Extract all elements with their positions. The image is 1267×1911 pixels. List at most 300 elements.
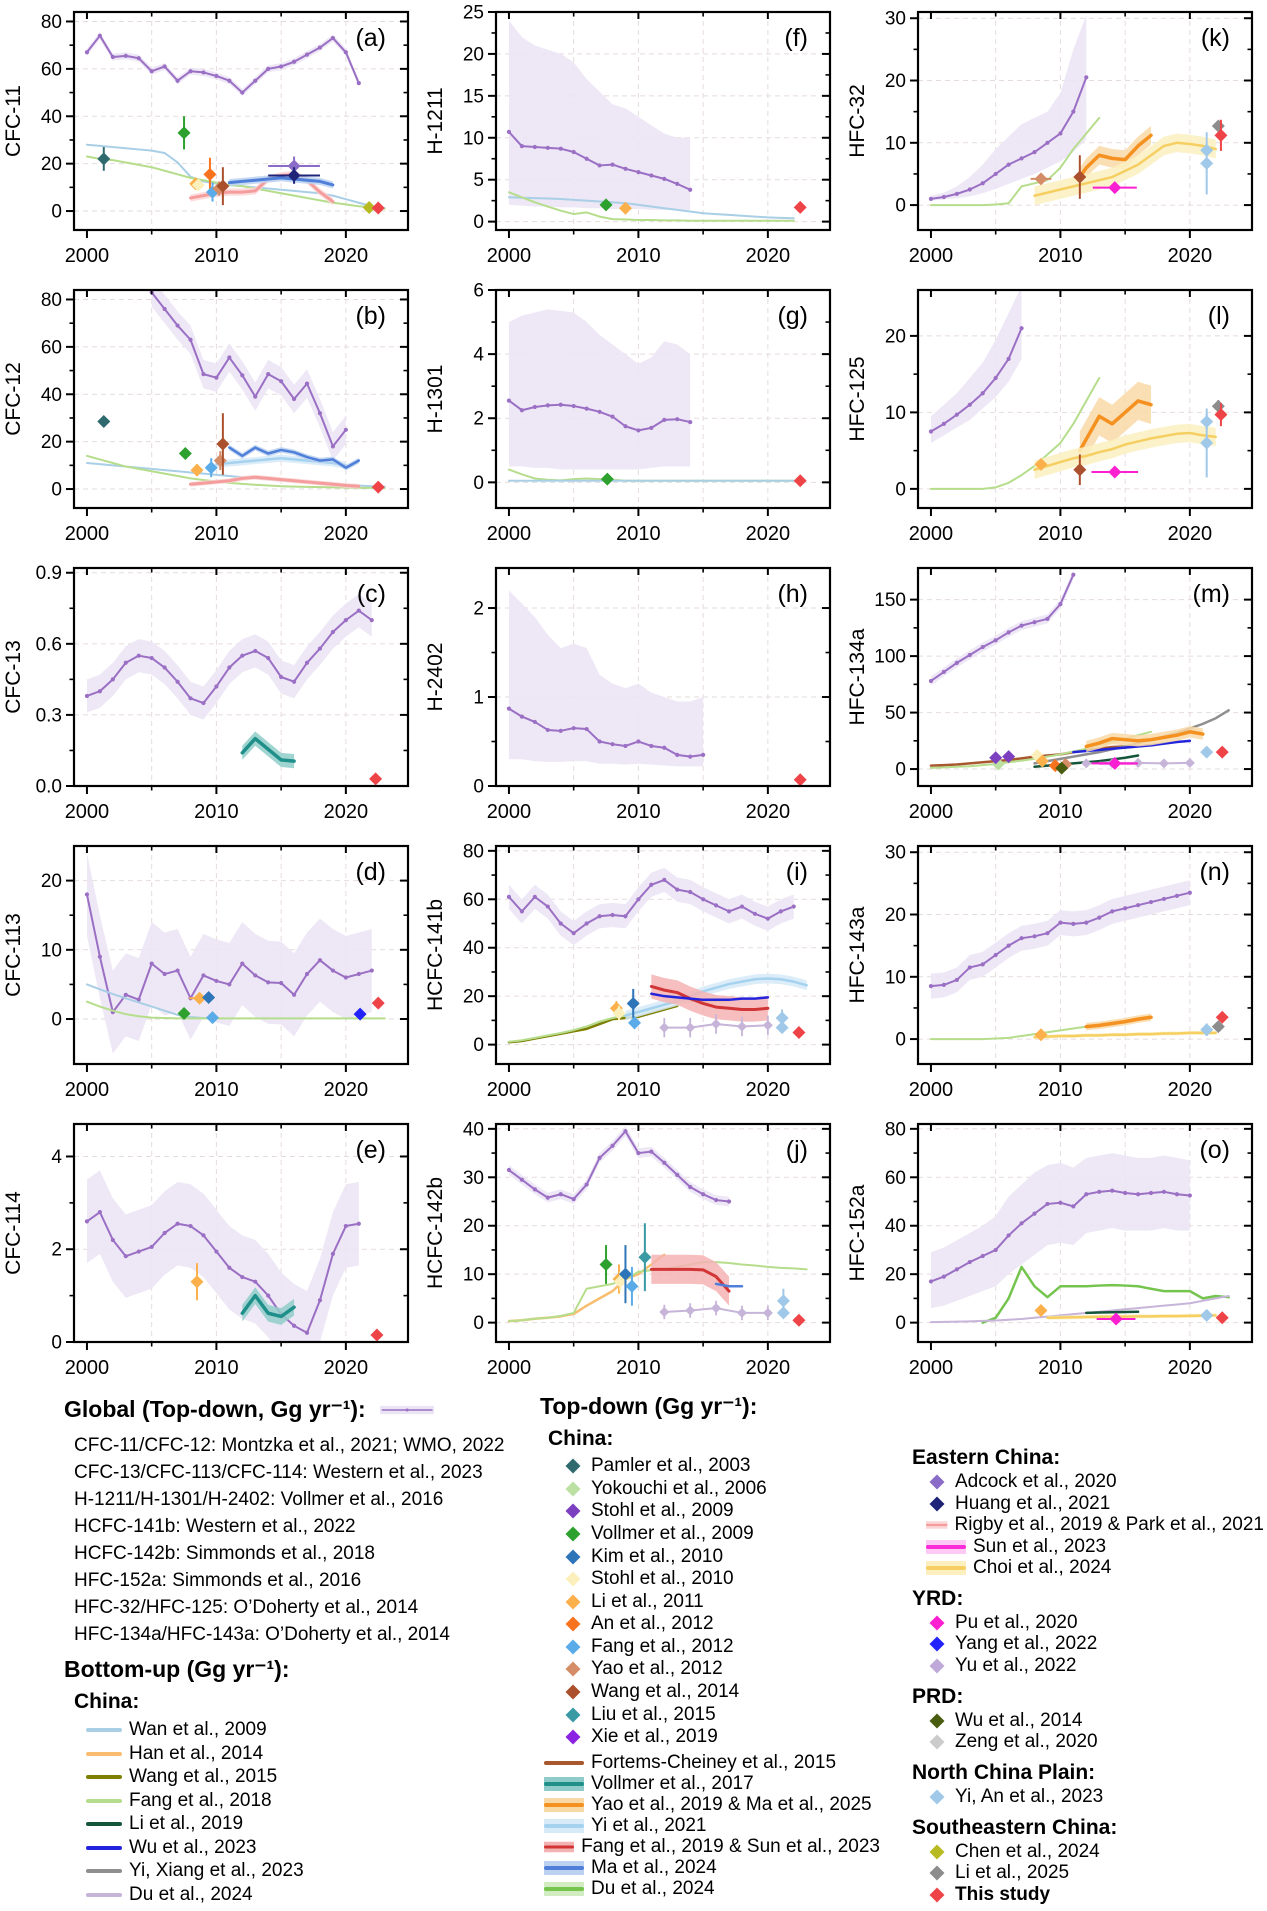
x-tick-label: 2000 [486,801,532,823]
legend-item [562,1455,880,1478]
legend-swatch-yi2021 [544,1817,584,1835]
panel-letter-o: (o) [1199,1136,1230,1164]
y-axis-label-m: HFC-134a [846,628,869,726]
panel-i [422,834,844,1112]
point-this_study [794,474,807,487]
panel-letter-g: (g) [777,302,808,330]
y-tick-label: 80 [40,289,62,311]
data-point-diamond [1200,157,1213,170]
data-point-diamond [97,152,110,165]
data-point-diamond [1034,1304,1047,1317]
legend-item [86,1883,434,1907]
panel-o [844,1112,1266,1390]
point-pamler2003 [97,415,110,428]
legend-swatch-fang2018 [86,1792,122,1810]
data-point-diamond [600,1258,613,1271]
legend-item [926,1612,1264,1634]
legend-item-label: Wu et al., 2014 [955,1709,1083,1731]
x-tick-label: 2010 [616,801,661,823]
y-tick-label: 80 [40,11,62,33]
plot-area [929,880,1229,1041]
panel-letter-k: (k) [1200,24,1230,52]
panel-a-chart [0,0,422,278]
y-axis-label-e: CFC-114 [2,1191,25,1275]
y-axis-label-l: HFC-125 [846,356,869,442]
axes [885,843,1252,1101]
data-point-diamond [566,1549,581,1564]
x-tick-label: 2010 [616,1079,661,1101]
point-this_study [794,773,807,786]
series-band-global [509,868,794,946]
legend-swatch-liu2015 [562,1705,584,1725]
x-tick-label: 2000 [64,1357,110,1379]
data-point-diamond [930,1735,945,1750]
data-point-diamond [776,1021,789,1034]
y-tick-label: 15 [462,86,484,108]
y-tick-label: 20 [884,905,906,927]
plot-area [507,590,807,786]
y-tick-label: 0 [895,1313,906,1335]
y-tick-label: 4 [51,1146,62,1168]
legend-swatch-wu2023 [86,1839,122,1857]
legend-item-label: Huang et al., 2021 [955,1492,1111,1514]
data-point-diamond [566,1572,581,1587]
legend-topdown-header: Top-down (Gg yr⁻¹): [540,1393,758,1419]
y-tick-label: 20 [462,1216,484,1238]
data-point-diamond [566,1526,581,1541]
y-tick-label: 4 [473,344,484,366]
data-point-diamond [190,464,203,477]
y-axis-label-g: H-1301 [424,364,447,434]
legend-item-label: Wan et al., 2009 [129,1719,267,1741]
legend-swatch-stohl2010 [562,1569,584,1589]
point-kim2010 [619,1245,632,1303]
legend-item [926,1557,1264,1579]
x-tick-label: 2020 [1167,523,1213,545]
panel-b [0,278,422,556]
x-tick-label: 2010 [194,1079,239,1101]
plot-area [507,868,807,1042]
plot-area [929,15,1228,205]
series-band-global [931,286,1022,443]
series-band-global [87,594,372,720]
point-vollmer2009 [179,447,192,460]
data-point-diamond [369,772,382,785]
x-tick-label: 2000 [486,245,532,267]
legend-bottomup-header: Bottom-up (Gg yr⁻¹): [64,1655,290,1682]
legend-swatch-choi2024 [926,1559,966,1577]
legend-item [86,1765,434,1789]
series-band-global [931,15,1086,201]
legend-item-label: Chen et al., 2024 [955,1840,1100,1862]
y-tick-label: 30 [884,8,906,30]
series-line-fang2018 [509,470,794,481]
y-tick-label: 2 [473,598,484,620]
legend-swatch-yao2012 [562,1659,584,1679]
legend-item [86,1812,434,1836]
data-point-diamond [792,1314,805,1327]
panel-m [844,556,1266,834]
y-tick-label: 60 [40,337,62,359]
y-tick-label: 80 [462,841,484,863]
panel-f-chart [422,0,844,278]
data-point-diamond [1212,119,1225,132]
point-this_study [372,997,385,1010]
y-axis-label-b: CFC-12 [2,362,25,436]
data-point-diamond [1159,758,1169,768]
legend-item-label: Fang et al., 2018 [129,1789,272,1811]
legend-item [544,1795,880,1816]
legend-swatch-chen2024 [926,1842,948,1862]
global-ref-line: HFC-152a: Simmonds et al., 2016 [74,1569,362,1591]
data-point-diamond [737,1308,747,1318]
legend-item [544,1816,880,1837]
data-point-diamond [638,1251,651,1264]
panel-letter-m: (m) [1192,580,1230,608]
data-point-diamond [566,1504,581,1519]
y-tick-label: 0 [473,1035,484,1057]
legend-item-label: An et al., 2012 [591,1613,714,1635]
legend-item [926,1786,1264,1808]
plot-area [87,278,385,493]
legend-item-label: Sun et al., 2023 [973,1535,1107,1557]
y-tick-label: 60 [40,59,62,81]
legend-swatch-this_study [926,1885,948,1905]
y-tick-label: 0.6 [35,634,62,656]
series-band-global [87,32,359,96]
y-tick-label: 20 [884,1264,906,1286]
legend-global-section [64,1396,505,1906]
global-ref-line: CFC-13/CFC-113/CFC-114: Western et al., 2023 [74,1461,483,1483]
plot-area [929,570,1229,774]
series-band-global [152,278,346,460]
series-line-global [87,36,359,93]
legend-item [562,1658,880,1681]
data-point-diamond [794,474,807,487]
legend-bottomup-china-header: China: [74,1690,140,1714]
y-axis-label-i: HCFC-141b [424,898,447,1012]
x-tick-label: 2020 [745,801,791,823]
x-tick-label: 2020 [745,1357,791,1379]
point-vollmer2009 [601,473,614,486]
legend-item [926,1710,1264,1732]
series-band-global [509,590,703,766]
point-vollmer2009 [178,116,191,149]
legend-item [544,1879,880,1900]
y-axis-label-d: CFC-113 [2,913,25,997]
plot-area [507,20,807,220]
y-tick-label: 20 [462,44,484,66]
plot-area [85,594,382,785]
panel-letter-l: (l) [1207,302,1230,330]
series-band-global [87,853,372,1054]
y-tick-label: 0 [473,212,484,234]
y-tick-label: 20 [40,154,62,176]
x-tick-label: 2020 [323,801,369,823]
y-tick-label: 0.0 [35,776,62,798]
x-tick-label: 2020 [1167,801,1213,823]
panel-column-2 [422,0,844,1390]
legend-swatch-yao_ma [544,1796,584,1814]
y-axis-label-h: H-2402 [424,642,447,712]
legend-item [544,1753,880,1774]
data-point-diamond [1185,758,1195,768]
legend-item [926,1536,1264,1558]
panel-column-3 [844,0,1266,1390]
plot-area [929,1153,1229,1325]
y-tick-label: 10 [462,128,484,150]
y-axis-label-f: H-1211 [424,87,447,155]
data-point-diamond [601,473,614,486]
x-tick-label: 2010 [1038,1357,1083,1379]
panel-e-chart [0,1112,422,1390]
y-tick-label: 0.3 [35,705,62,727]
panel-j [422,1112,844,1390]
legend-region-items [912,1786,1264,1808]
x-tick-label: 2020 [745,1079,791,1101]
legend-item [562,1500,880,1523]
panel-letter-f: (f) [784,24,808,52]
x-tick-label: 2010 [1038,523,1083,545]
legend-swatch-vollmer2009 [562,1524,584,1544]
legend-swatch-an2012 [562,1614,584,1634]
point-yi_an2023 [1200,1309,1213,1322]
legend-item [926,1841,1264,1863]
legend-item-label: Pamler et al., 2003 [591,1455,751,1477]
legend-item-label: Yi, Xiang et al., 2023 [129,1860,304,1882]
legend-item-label: Yang et al., 2022 [955,1633,1098,1655]
y-tick-label: 60 [884,1167,906,1189]
data-point-diamond [566,1594,581,1609]
y-tick-label: 2 [51,1239,62,1261]
data-point-diamond [566,1730,581,1745]
legend-swatch-han2014 [86,1745,122,1763]
x-tick-label: 2010 [194,801,239,823]
panel-h-chart [422,556,844,834]
y-tick-label: 10 [884,133,906,155]
legend-topdown-lines [540,1753,880,1900]
panel-d [0,834,422,1112]
x-tick-label: 2000 [486,1357,532,1379]
y-tick-label: 10 [40,940,62,962]
x-tick-label: 2020 [323,245,369,267]
series-band-global [87,1170,359,1374]
legend-region-items [912,1710,1264,1753]
legend-item [926,1634,1264,1656]
y-tick-label: 0 [895,195,906,217]
panel-l [844,278,1266,556]
legend-item [86,1836,434,1860]
panel-n-chart [844,834,1266,1112]
legend-item-label: Yao et al., 2019 & Ma et al., 2025 [591,1794,872,1816]
legend-item-label: Li et al., 2025 [955,1862,1070,1883]
y-tick-label: 25 [462,2,484,24]
global-ref-line: HFC-134a/HFC-143a: O’Doherty et al., 2014 [74,1623,450,1645]
panel-letter-j: (j) [785,1136,808,1164]
legend-swatch-pamler2003 [562,1456,584,1476]
legend-item [562,1568,880,1591]
panel-n [844,834,1266,1112]
y-tick-label: 5 [473,170,484,192]
global-ref-line: HCFC-142b: Simmonds et al., 2018 [74,1542,375,1564]
data-point-diamond [930,1637,945,1652]
x-tick-label: 2010 [1038,801,1083,823]
legend-topdown-diamonds [540,1455,880,1749]
y-tick-label: 20 [40,432,62,454]
y-tick-label: 40 [884,1216,906,1238]
legend-item-label: Fang et al., 2012 [591,1635,734,1657]
legend-item [562,1545,880,1568]
legend-swatch-wang2014 [562,1682,584,1702]
y-tick-label: 80 [884,1119,906,1141]
legend-swatch-adcock2020 [926,1472,948,1492]
x-tick-label: 2010 [616,523,661,545]
data-point-diamond [1200,1309,1213,1322]
legend-item-label: Yi, An et al., 2023 [955,1785,1104,1807]
legend-swatch-zeng2020 [926,1732,948,1752]
x-tick-label: 2000 [486,1079,532,1101]
legend-global-refs [64,1432,505,1648]
x-tick-label: 2000 [908,523,954,545]
legend-item [544,1774,880,1795]
data-point-diamond [777,1306,790,1319]
legend-item-label: Vollmer et al., 2009 [591,1522,754,1544]
x-tick-label: 2020 [323,523,369,545]
legend-item-label: Rigby et al., 2019 & Park et al., 2021 [954,1514,1264,1535]
legend-item-label: Choi et al., 2024 [973,1557,1112,1578]
legend-item [562,1590,880,1613]
y-tick-label: 0 [473,776,484,798]
legend-swatch-rigby_park [926,1516,948,1534]
panel-e [0,1112,422,1390]
y-tick-label: 100 [874,646,906,668]
y-tick-label: 0 [473,472,484,494]
y-tick-label: 10 [462,1264,484,1286]
legend-topdown-section [540,1393,880,1900]
data-point-diamond [179,447,192,460]
legend-item [562,1477,880,1500]
legend-item [926,1884,1264,1906]
data-point-diamond [203,168,216,181]
data-point-diamond [625,1280,638,1293]
legend-item-label: Wang et al., 2015 [129,1766,278,1788]
legend-item-label: Stohl et al., 2009 [591,1500,734,1522]
legend-swatch-du2024_td [544,1880,584,1898]
legend-swatch-kim2010 [562,1547,584,1567]
data-point-diamond [372,997,385,1010]
legend-region-items [912,1841,1264,1906]
plot-area [507,1126,807,1326]
y-tick-label: 0 [895,479,906,501]
legend-item-label: Vollmer et al., 2017 [591,1773,754,1795]
point-pu2020 [1091,757,1138,770]
y-tick-label: 10 [884,967,906,989]
y-tick-label: 1 [473,687,484,709]
panel-f [422,0,844,278]
legend-swatch-li2025 [926,1863,948,1883]
global-ref-line: H-1211/H-1301/H-2402: Vollmer et al., 2016 [74,1488,444,1510]
legend-item-label: Wang et al., 2014 [591,1681,740,1703]
legend-region-items [912,1612,1264,1677]
y-tick-label: 20 [462,986,484,1008]
y-axis-label-c: CFC-13 [2,640,25,714]
legend-item-label: Yao et al., 2012 [591,1658,723,1680]
panel-o-chart [844,1112,1266,1390]
legend-bottomup-entries [64,1718,434,1906]
legend-swatch-huang2021 [926,1494,948,1514]
point-li2011 [1034,1304,1047,1317]
x-tick-label: 2010 [194,523,239,545]
y-tick-label: 150 [874,590,906,612]
legend-item-label: Du et al., 2024 [591,1878,715,1900]
plot-area [507,309,807,487]
legend-item-label: Adcock et al., 2020 [955,1471,1117,1492]
point-this_study [372,481,385,494]
y-tick-label: 0 [51,1009,62,1031]
legend-swatch-wan2009 [86,1721,122,1739]
legend-item [562,1726,880,1749]
x-tick-label: 2010 [1038,1079,1083,1101]
data-point-diamond [737,1021,747,1031]
point-an2012 [203,158,216,191]
series-band-global [931,570,1073,685]
y-axis-label-k: HFC-32 [846,84,869,158]
panel-i-chart [422,834,844,1112]
point-this_study [792,1314,805,1327]
plot-area [85,32,385,214]
data-point-diamond [178,126,191,139]
panel-letter-d: (d) [355,858,386,886]
legend-item [544,1837,880,1858]
data-point-diamond [566,1639,581,1654]
point-yi_an2023 [1200,746,1213,759]
legend-item-label: Pu et al., 2020 [955,1611,1078,1633]
x-tick-label: 2000 [64,1079,110,1101]
data-point-diamond [930,1713,945,1728]
data-point-diamond [659,1023,669,1033]
panel-k [844,0,1266,278]
legend-item-label: Yi et al., 2021 [591,1815,707,1837]
x-tick-label: 2000 [64,801,110,823]
legend-region-header: PRD: [912,1684,964,1708]
y-tick-label: 6 [473,280,484,302]
legend-swatch-yokouchi2006 [562,1479,584,1499]
x-tick-label: 2000 [64,245,110,267]
axes [463,1119,830,1379]
legend-swatch-stohl2009 [562,1501,584,1521]
data-point-diamond [566,1459,581,1474]
legend-swatch-vollmer2017 [544,1775,584,1793]
data-point-diamond [930,1496,945,1511]
legend-swatch-xie2019 [562,1727,584,1747]
x-tick-label: 2020 [323,1079,369,1101]
series-band-global [509,20,690,209]
legend-swatch-li2011 [562,1592,584,1612]
x-tick-label: 2020 [1167,245,1213,267]
data-point-diamond [930,1844,945,1859]
legend-swatch-yi_xiang2023 [86,1862,122,1880]
data-point-diamond [1110,1312,1123,1325]
x-tick-label: 2020 [745,245,791,267]
legend-item [926,1731,1264,1753]
series-line-wan2009 [87,145,385,209]
legend-region-header: Southeastern China: [912,1815,1118,1839]
legend-item [86,1789,434,1813]
data-point-diamond [792,1026,805,1039]
data-point-diamond [930,1658,945,1673]
point-li2011 [190,464,203,477]
data-point-diamond [930,1789,945,1804]
